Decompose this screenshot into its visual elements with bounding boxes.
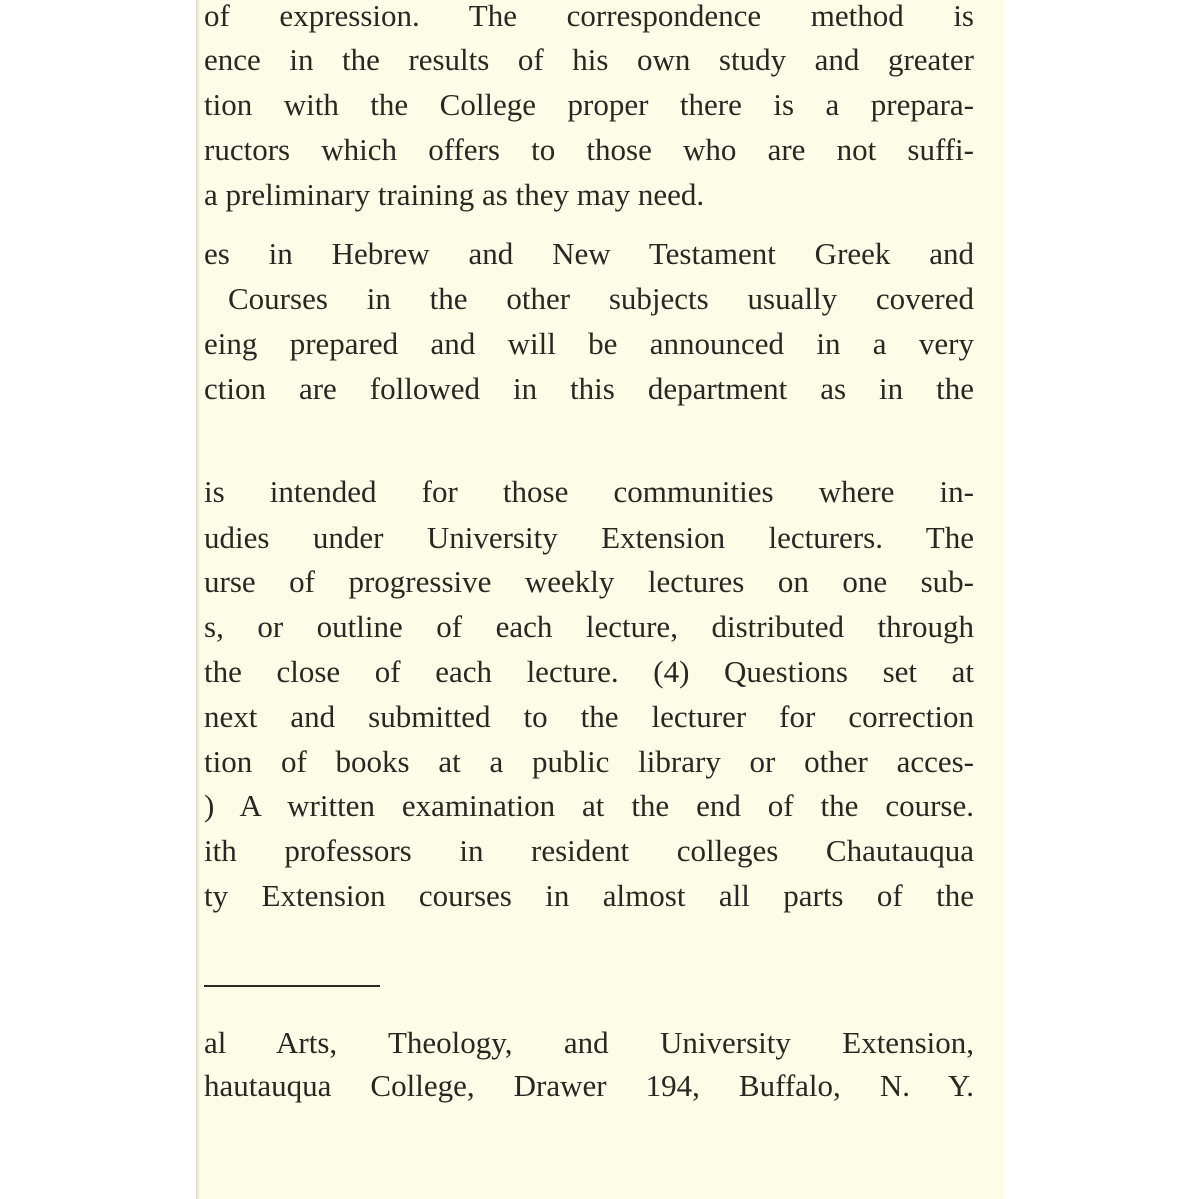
text-line: urse of progressive weekly lectures on one sub- [204,564,974,599]
text-line: ith professors in resident colleges Chautauqua [204,833,974,868]
text-line: is intended for those communities where in- [204,474,974,509]
text-line: tion with the College proper there is a prepara- [204,87,974,122]
text-line: ty Extension courses in almost all parts of the [204,878,974,913]
text-line: eing prepared and will be announced in a very [204,326,974,361]
text-line: of expression. The correspondence method is [204,0,974,33]
footer-line: al Arts, Theology, and University Extension, [204,1025,974,1060]
text-line: tion of books at a public library or other acces- [204,744,974,779]
text-line: next and submitted to the lecturer for correction [204,699,974,734]
text-line: ) A written examination at the end of the course. [204,788,974,823]
footnote-rule [204,985,380,987]
text-line: ructors which offers to those who are not suffi- [204,132,974,167]
text-line: ction are followed in this department as in the [204,371,974,406]
text-line: ence in the results of his own study and greater [204,42,974,77]
document-page [196,0,1004,1199]
text-line: es in Hebrew and New Testament Greek and [204,236,974,271]
text-line: the close of each lecture. (4) Questions set at [204,654,974,689]
text-line: a preliminary training as they may need. [204,177,705,212]
footer-line: hautauqua College, Drawer 194, Buffalo, N. Y. [204,1068,974,1103]
text-line: udies under University Extension lecturers. The [204,520,974,555]
text-line: s, or outline of each lecture, distributed through [204,609,974,644]
text-line: Courses in the other subjects usually covered [228,281,974,316]
